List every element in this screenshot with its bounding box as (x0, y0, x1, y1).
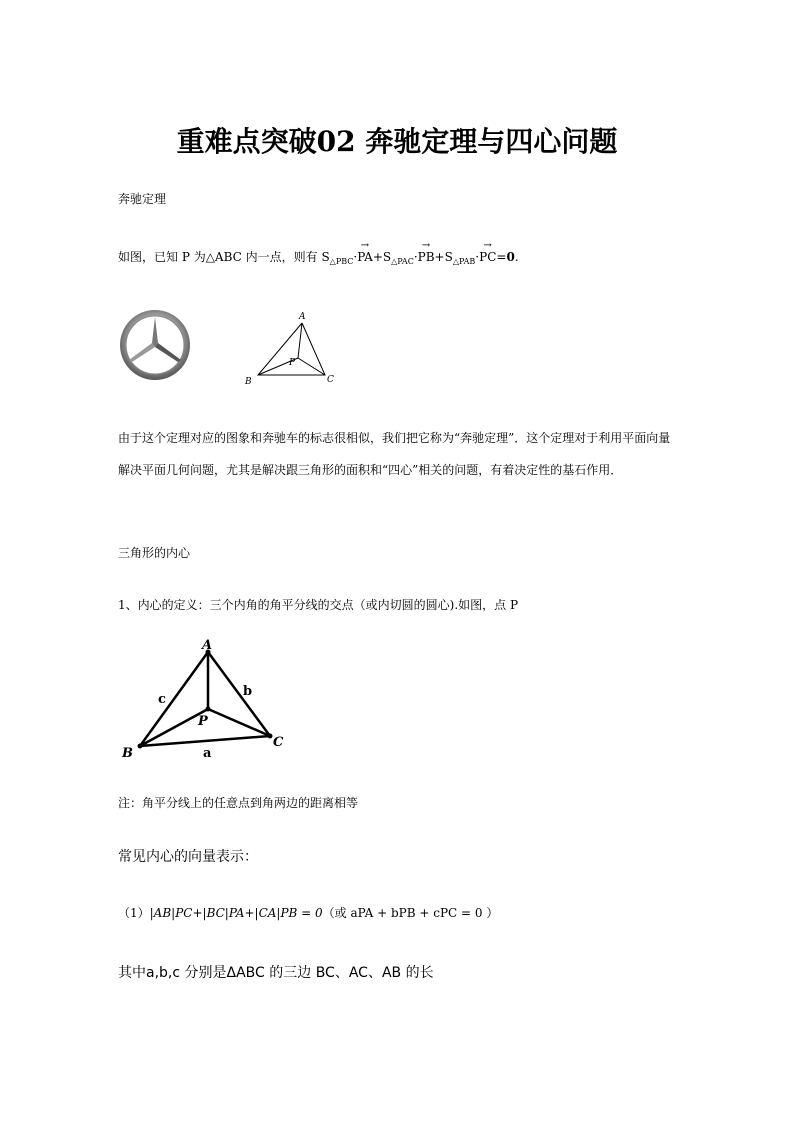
benz-explanation-paragraph: 由于这个定理对应的图象和奔驰车的标志很相似，我们把它称为“奔驰定理”．这个定理对于利用平面向量解决平面几何问题，尤其是解决跟三角形的面积和“四心”相关的问题，有着决定性的基石作用． (118, 431, 671, 477)
section-heading-benz: 奔驰定理 (118, 192, 167, 206)
formula-rhs: （或 aPA + bPB + cPC = 0 ） (322, 906, 499, 920)
incenter-triangle-figure (118, 636, 293, 766)
incenter-definition: 1、内心的定义：三个内角的角平分线的交点（或内切圆的圆心).如图，点 P (118, 598, 519, 612)
formula-number: （1） (118, 906, 150, 920)
vector-pa: → PA (357, 250, 373, 264)
formula-lhs: |AB|PC+|BC|PA+|CA|PB = 0 (149, 906, 323, 920)
formula-intro: 如图，已知 P 为△ABC 内一点，则有 S (118, 250, 330, 264)
fig1-label-a: A (299, 312, 306, 322)
incenter-vector-formula (118, 904, 498, 921)
side-lengths-conclusion: 其中a,b,c 分别是ΔABC 的三边 BC、AC、AB 的长 (118, 965, 434, 981)
fig2-side-c: c (158, 692, 166, 707)
section-heading-incenter: 三角形的内心 (118, 546, 191, 560)
fig1-label-b: B (245, 377, 252, 387)
fig1-label-c: C (327, 375, 334, 385)
fig2-side-a: a (203, 746, 212, 761)
fig2-label-c: C (273, 735, 284, 750)
fig2-label-b: B (122, 746, 133, 761)
angle-bisector-note: 注：角平分线上的任意点到角两边的距离相等 (118, 796, 359, 810)
mercedes-logo-image (118, 308, 192, 382)
benz-theorem-formula: 如图，已知 P 为△ABC 内一点，则有 $S_{\triangle PBC}\cdot\to PA+S_{\triangle PAC}\cdot\to PB+S_{\triangle PAB}\cdot\to PC=0$. (118, 248, 519, 266)
page-title: 重难点突破02 奔驰定理与四心问题 (176, 125, 618, 158)
benz-triangle-figure (240, 308, 340, 390)
fig2-label-a: A (202, 638, 213, 653)
fig2-label-p: P (198, 714, 208, 729)
vector-pb: → PB (418, 250, 435, 264)
vector-pc: → PC (479, 250, 496, 264)
fig1-label-p: P (289, 358, 296, 368)
vector-representation-heading: 常见内心的向量表示： (118, 849, 258, 865)
fig2-side-b: b (243, 684, 253, 699)
